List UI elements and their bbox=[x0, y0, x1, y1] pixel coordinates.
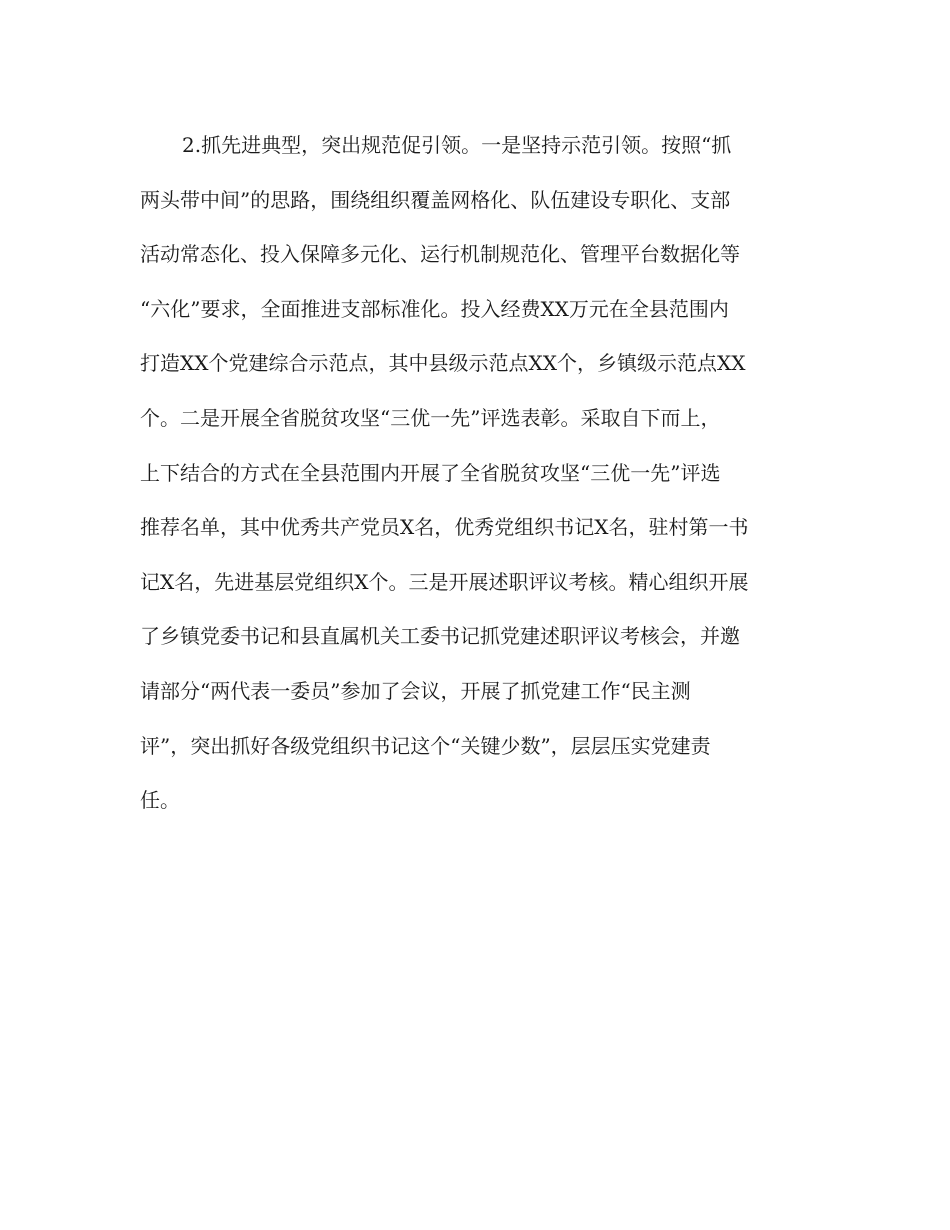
paragraph-line: 请部分“两代表一委员”参加了会议，开展了抓党建工作“民主测 bbox=[140, 678, 691, 703]
paragraph-line: 任。 bbox=[140, 788, 180, 813]
paragraph-line: 评”，突出抓好各级党组织书记这个“关键少数”，层层压实党建责 bbox=[140, 733, 711, 758]
paragraph-line: 打造XX个党建综合示范点，其中县级示范点XX个，乡镇级示范点XX bbox=[140, 351, 746, 376]
paragraph-line: 个。二是开展全省脱贫攻坚“三优一先”评选表彰。采取自下而上， bbox=[140, 405, 721, 430]
paragraph-line: 活动常态化、投入保障多元化、运行机制规范化、管理平台数据化等 bbox=[140, 242, 740, 267]
paragraph-line: 上下结合的方式在全县范围内开展了全省脱贫攻坚“三优一先”评选 bbox=[140, 460, 721, 485]
paragraph-line: “六化”要求，全面推进支部标准化。投入经费XX万元在全县范围内 bbox=[140, 296, 729, 321]
body-paragraph bbox=[140, 118, 820, 828]
paragraph-line: 记X名，先进基层党组织X个。三是开展述职评议考核。精心组织开展 bbox=[140, 569, 749, 594]
paragraph-line: 两头带中间”的思路，围绕组织覆盖网格化、队伍建设专职化、支部 bbox=[140, 187, 731, 212]
paragraph-line: 2.抓先进典型，突出规范促引领。一是坚持示范引领。按照“抓 bbox=[182, 133, 732, 157]
paragraph-line: 了乡镇党委书记和县直属机关工委书记抓党建述职评议考核会，并邀 bbox=[140, 624, 740, 649]
paragraph-line: 推荐名单，其中优秀共产党员X名，优秀党组织书记X名，驻村第一书 bbox=[140, 515, 749, 540]
